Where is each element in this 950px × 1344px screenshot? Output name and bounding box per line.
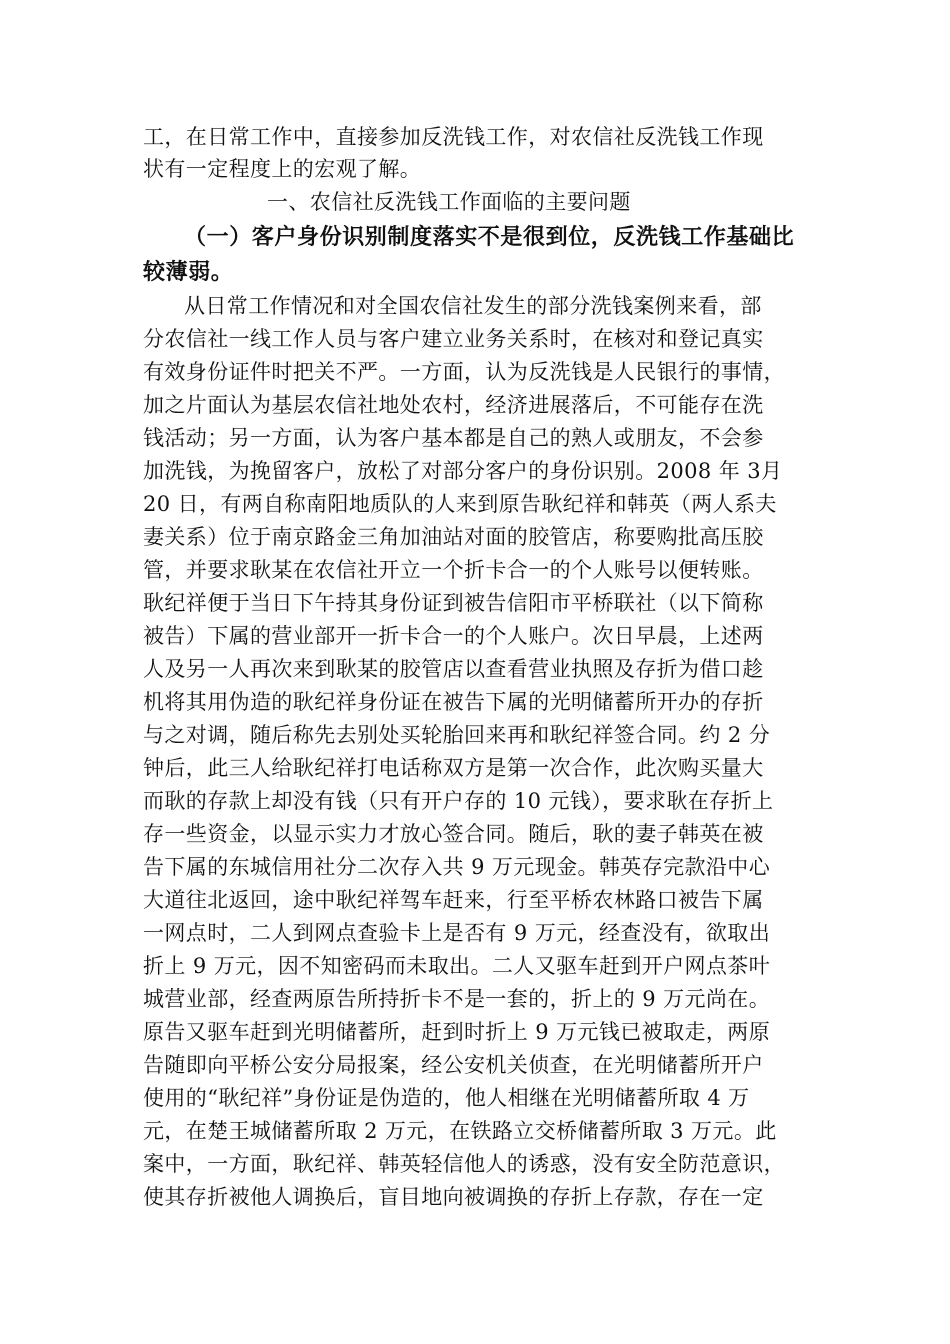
section-heading: 一、农信社反洗钱工作面临的主要问题 xyxy=(267,190,631,214)
body-line: 有效身份证件时把关不严。一方面，认为反洗钱是人民银行的事情， xyxy=(143,360,785,384)
body-line: 被告）下属的营业部开一折卡合一的个人账户。次日早晨，上述两 xyxy=(143,624,764,648)
body-line: 20 日，有两自称南阳地质队的人来到原告耿纪祥和韩英（两人系夫 xyxy=(143,492,777,516)
body-line: 加之片面认为基层农信社地处农村，经济进展落后，不可能存在洗 xyxy=(143,393,764,417)
body-line: 存一些资金，以显示实力才放心签合同。随后，耿的妻子韩英在被 xyxy=(143,822,764,846)
body-line: 大道往北返回，途中耿纪祥驾车赶来，行至平桥农林路口被告下属 xyxy=(143,888,764,912)
body-line: 折上 9 万元，因不知密码而未取出。二人又驱车赶到开户网点茶叶 xyxy=(143,954,771,978)
body-line: 案中，一方面，耿纪祥、韩英轻信他人的诱惑，没有安全防范意识， xyxy=(143,1152,785,1176)
body-line: 工，在日常工作中，直接参加反洗钱工作，对农信社反洗钱工作现 xyxy=(143,125,764,149)
subsection-heading-continuation: 较薄弱。 xyxy=(143,259,234,285)
paragraph-start: 从日常工作情况和对全国农信社发生的部分洗钱案例来看，部 xyxy=(184,294,762,318)
body-line: 人及另一人再次来到耿某的胶管店以查看营业执照及存折为借口趁 xyxy=(143,657,764,681)
body-line: 分农信社一线工作人员与客户建立业务关系时，在核对和登记真实 xyxy=(143,327,764,351)
body-line: 妻关系）位于南京路金三角加油站对面的胶管店，称要购批高压胶 xyxy=(143,525,764,549)
body-line: 钟后，此三人给耿纪祥打电话称双方是第一次合作，此次购买量大 xyxy=(143,756,764,780)
body-line: 元，在楚王城储蓄所取 2 万元，在铁路立交桥储蓄所取 3 万元。此 xyxy=(143,1119,777,1143)
body-line: 与之对调，随后称先去别处买轮胎回来再和耿纪祥签合同。约 2 分 xyxy=(143,723,771,747)
subsection-heading: （一）客户身份识别制度落实不是很到位，反洗钱工作基础比 xyxy=(184,224,795,250)
body-line: 耿纪祥便于当日下午持其身份证到被告信阳市平桥联社（以下简称 xyxy=(143,591,764,615)
body-line: 使用的“耿纪祥”身份证是伪造的，他人相继在光明储蓄所取 4 万 xyxy=(143,1086,750,1110)
body-line: 城营业部，经查两原告所持折卡不是一套的，折上的 9 万元尚在。 xyxy=(143,987,771,1011)
body-line: 机将其用伪造的耿纪祥身份证在被告下属的光明储蓄所开办的存折 xyxy=(143,690,764,714)
body-line: 一网点时，二人到网点查验卡上是否有 9 万元，经查没有，欲取出 xyxy=(143,921,771,945)
body-line: 告下属的东城信用社分二次存入共 9 万元现金。韩英存完款沿中心 xyxy=(143,855,771,879)
body-line: 告随即向平桥公安分局报案，经公安机关侦查，在光明储蓄所开户 xyxy=(143,1053,764,1077)
body-line: 而耿的存款上却没有钱（只有开户存的 10 元钱），要求耿在存折上 xyxy=(143,789,774,813)
body-line: 状有一定程度上的宏观了解。 xyxy=(143,157,422,181)
body-line: 原告又驱车赶到光明储蓄所，赶到时折上 9 万元钱已被取走，两原 xyxy=(143,1020,771,1044)
body-line: 使其存折被他人调换后，盲目地向被调换的存折上存款，存在一定 xyxy=(143,1185,764,1209)
body-line: 管，并要求耿某在农信社开立一个折卡合一的个人账号以便转账。 xyxy=(143,558,764,582)
body-line: 加洗钱，为挽留客户，放松了对部分客户的身份识别。2008 年 3月 xyxy=(143,459,783,483)
body-line: 钱活动；另一方面，认为客户基本都是自己的熟人或朋友，不会参 xyxy=(143,426,764,450)
